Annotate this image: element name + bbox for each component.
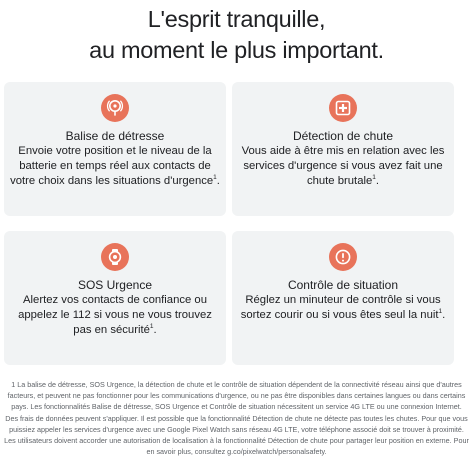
footnote-ref: 1 (438, 308, 443, 316)
page-headline (0, 4, 473, 66)
footnote-ref: 1 (213, 174, 217, 182)
card-body-suffix: . (153, 324, 157, 336)
card-title: SOS Urgence (77, 278, 153, 292)
feature-card-sos-emergency (4, 231, 226, 365)
headline-line-2: au moment le plus important. (89, 37, 384, 63)
card-body (10, 293, 220, 338)
card-body (10, 144, 220, 189)
card-body-text: Envoie votre position et le niveau de la batterie en temps réel aux contacts de votre choix dans les situations d'urgence (10, 145, 214, 187)
headline-line-1: L'esprit tranquille, (147, 6, 326, 32)
card-body-suffix: . (375, 175, 380, 187)
card-body-text: Réglez un minuteur de contrôle si vous sortez courir ou si vous êtes seul la nuit (240, 294, 441, 321)
card-body (238, 293, 448, 323)
card-title: Détection de chute (292, 129, 394, 143)
card-title: Balise de détresse (65, 129, 165, 143)
feature-card-fall-detection (232, 82, 454, 216)
feature-card-safety-check (232, 231, 454, 365)
legal-footnote: 1 La balise de détresse, SOS Urgence, la détection de chute et le contrôle de situation dépendent de la connectivité réseau ainsi que d'autres facteurs, et peuvent ne pas fonctionner pour les communications d'urgence, ou ne pas être disponibles dans certaines langues ou dans certains pays. Les fonctionnalités Balise de détresse, SOS Urgence et Contrôle de situation nécessitent un service 4G LTE ou une connexion Internet. Des frais de données peuvent s'appliquer. Il est possible que la fonctionnalité Détection de chute ne détecte pas toutes les chutes. Pour que vous puissiez appeler les services d'urgence avec une Google Pixel Watch sans réseau 4G LTE, votre téléphone associé doit se trouver à proximité. Les utilisateurs doivent accorder une autorisation de localisation à la fonctionnalité Détection de chute pour partager leur position en externe. Pour en savoir plus, consultez g.co/pixelwatch/personalsafety. (4, 380, 469, 457)
card-body-text: Vous aide à être mis en relation avec les services d'urgence si vous avez fait une chute brutale (241, 145, 445, 187)
card-body-suffix: . (216, 175, 220, 187)
medical-cross-icon (329, 94, 357, 122)
sos-beacon-icon (101, 94, 129, 122)
card-body-text: Alertez vos contacts de confiance ou appelez le 112 si vous ne vous trouvez pas en sécurité (18, 294, 212, 336)
card-body-suffix: . (442, 309, 446, 321)
card-title: Contrôle de situation (287, 278, 399, 292)
card-body (238, 144, 448, 189)
footnote-ref: 1 (372, 174, 376, 182)
feature-card-sos-beacon (4, 82, 226, 216)
alert-icon (329, 243, 357, 271)
watch-icon (101, 243, 129, 271)
footnote-ref: 1 (149, 323, 154, 331)
